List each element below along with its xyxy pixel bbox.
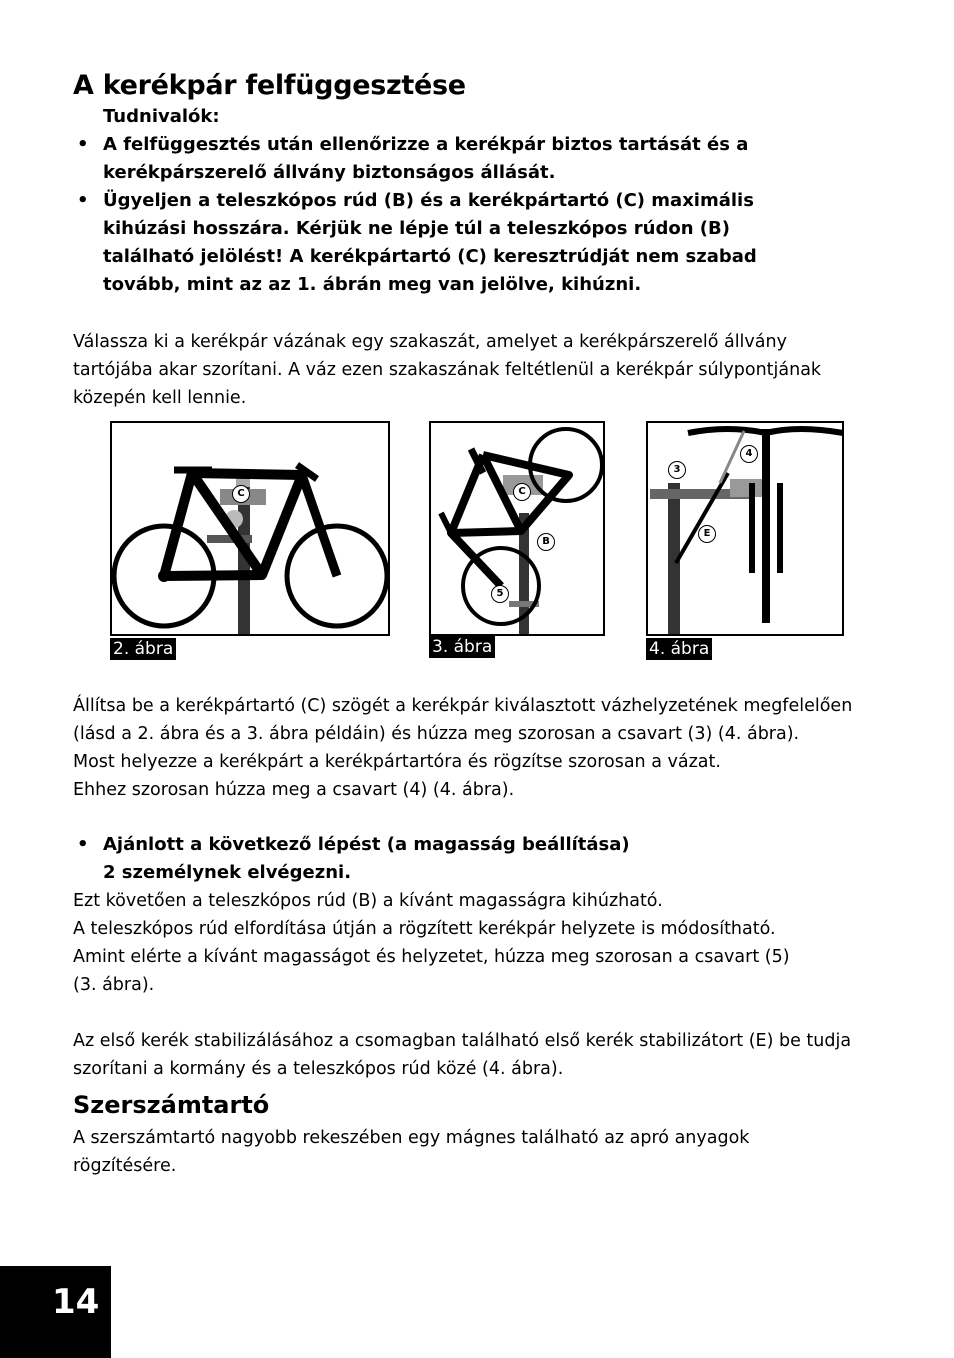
text-line: Most helyezze a kerékpárt a kerékpártartóra és rögzítse szorosan a vázat. [73, 752, 721, 772]
text-line: Amint elérte a kívánt magasságot és helyzetet, húzza meg szorosan a csavart (5) [73, 947, 790, 967]
intro-paragraph [73, 328, 903, 412]
bike-vertical-illustration [431, 423, 605, 636]
label-3: 3 [668, 461, 686, 479]
notes-line: található jelölést! A kerékpártartó (C) keresztrúdját nem szabad [103, 246, 757, 267]
label-4: 4 [740, 445, 758, 463]
recommend-bullet [73, 831, 873, 887]
notes-line: Ügyeljen a teleszkópos rúd (B) és a kerékpártartó (C) maximális [103, 190, 754, 211]
label-c: C [513, 483, 531, 501]
recommend-line: Ajánlott a következő lépést (a magasság beállítása) [103, 834, 630, 855]
notes-bullet-2 [73, 187, 873, 299]
text-line: Válassza ki a kerékpár vázának egy szakaszát, amelyet a kerékpárszerelő állvány [73, 332, 787, 352]
adjust-paragraph [73, 692, 903, 804]
text-line: közepén kell lennie. [73, 388, 247, 408]
height-paragraph [73, 887, 903, 999]
section-title-tool-holder: Szerszámtartó [73, 1091, 270, 1119]
recommend-line: 2 személynek elvégezni. [103, 862, 352, 883]
figure-2 [110, 421, 390, 636]
text-line: A szerszámtartó nagyobb rekeszében egy mágnes található az apró anyagok [73, 1128, 750, 1148]
notes-line: tovább, mint az az 1. ábrán meg van jelölve, kihúzni. [103, 274, 642, 295]
text-line: rögzítésére. [73, 1156, 177, 1176]
stabilizer-paragraph [73, 1027, 903, 1083]
text-line: tartójába akar szorítani. A váz ezen szakaszának feltétlenül a kerékpár súlypontjának [73, 360, 822, 380]
text-line: Az első kerék stabilizálásához a csomagban található első kerék stabilizátort (E) be tudja [73, 1031, 852, 1051]
notes-bullet-1 [73, 131, 873, 187]
tool-holder-paragraph [73, 1124, 903, 1180]
notes-line: A felfüggesztés után ellenőrizze a kerékpár biztos tartását és a [103, 134, 749, 155]
figure-4 [646, 421, 844, 636]
label-b: B [537, 533, 555, 551]
text-line: Ezt követően a teleszkópos rúd (B) a kívánt magasságra kihúzható. [73, 891, 663, 911]
label-5: 5 [491, 585, 509, 603]
bullet-dot: • [77, 190, 89, 211]
text-line: (3. ábra). [73, 975, 155, 995]
bike-on-stand-illustration [112, 423, 390, 636]
text-line: (lásd a 2. ábra és a 3. ábra példáin) és húzza meg szorosan a csavart (3) (4. ábra). [73, 724, 800, 744]
figure-3 [429, 421, 605, 636]
page-title: A kerékpár felfüggesztése [73, 70, 466, 101]
text-line: Ehhez szorosan húzza meg a csavart (4) (4. ábra). [73, 780, 515, 800]
notes-heading: Tudnivalók: [103, 106, 220, 127]
figure-3-caption: 3. ábra [429, 636, 495, 658]
notes-line: kerékpárszerelő állvány biztonságos állását. [103, 162, 556, 183]
label-e: E [698, 525, 716, 543]
notes-line: kihúzási hosszára. Kérjük ne lépje túl a teleszkópos rúdon (B) [103, 218, 730, 239]
bullet-dot: • [77, 134, 89, 155]
text-line: szorítani a kormány és a teleszkópos rúd közé (4. ábra). [73, 1059, 564, 1079]
text-line: A teleszkópos rúd elfordítása útján a rögzített kerékpár helyzete is módosítható. [73, 919, 776, 939]
figure-4-caption: 4. ábra [646, 638, 712, 660]
page-number: 14 [0, 1266, 111, 1358]
label-c: C [232, 485, 250, 503]
bullet-dot: • [77, 834, 89, 855]
figure-2-caption: 2. ábra [110, 638, 176, 660]
text-line: Állítsa be a kerékpártartó (C) szögét a kerékpár kiválasztott vázhelyzetének megfelelően [73, 696, 853, 716]
